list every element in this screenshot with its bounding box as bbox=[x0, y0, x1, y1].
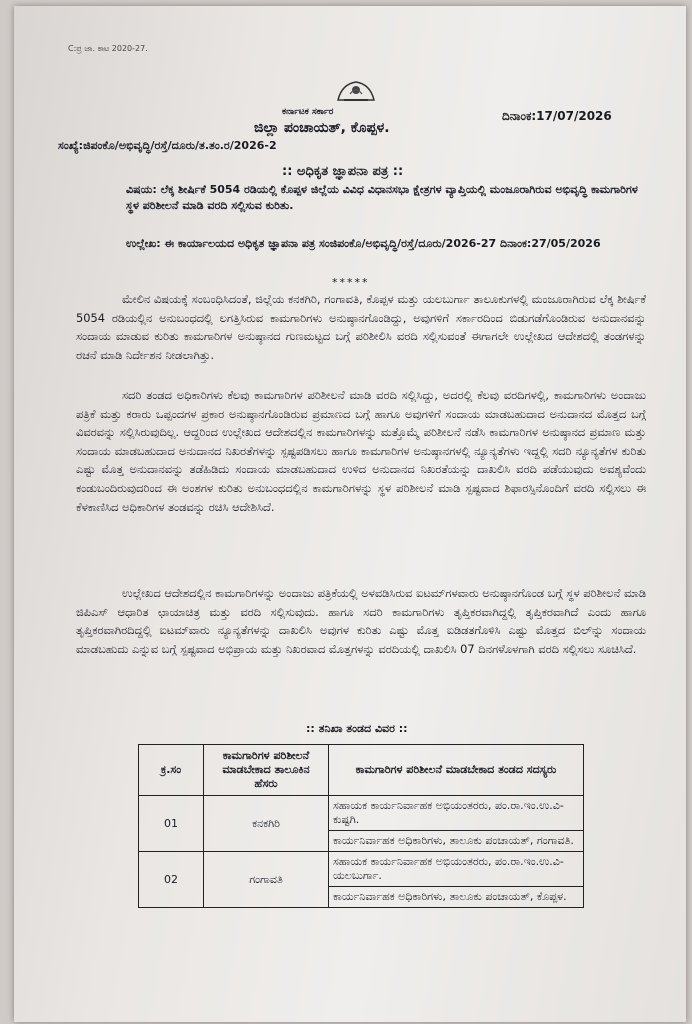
document-title: :: ಅಧಿಕೃತ ಜ್ಞಾಪನಾ ಪತ್ರ :: bbox=[282, 164, 404, 179]
team-member: ಸಹಾಯಕ ಕಾರ್ಯನಿರ್ವಾಹಕ ಅಭಿಯಂತರರು, ಪಂ.ರಾ.ಇಂ.ಉ.ವಿ- ಕುಷ್ಟಗಿ. bbox=[333, 799, 564, 826]
row-members bbox=[329, 852, 584, 908]
table-header-row bbox=[139, 745, 584, 796]
table-row bbox=[139, 852, 584, 908]
office-name: ಜಿಲ್ಲಾ ಪಂಚಾಯತ್, ಕೊಪ್ಪಳ. bbox=[254, 120, 390, 136]
subject-text: ಲೆಕ್ಕ ಶೀರ್ಷಿಕೆ 5054 ರಡಿಯಲ್ಲಿ ಕೊಪ್ಪಳ ಜಿಲ್ಲೆಯ ವಿವಿಧ ವಿಧಾನಸಭಾ ಕ್ಷೇತ್ರಗಳ ವ್ಯಾಪ್ತಿಯಲ್ಲಿ ಮಂಜೂರಾಗಿರುವ ಅಭಿವೃದ್ಧಿ ಕಾಮಗಾರಿಗಳ ಸ್ಥಳ ಪರಿಶೀಲನೆ ಮಾಡಿ ವರದಿ ಸಲ್ಲಿಸುವ ಕುರಿತು. bbox=[126, 183, 638, 212]
row-members bbox=[329, 796, 584, 852]
table-row bbox=[139, 796, 584, 852]
government-emblem-icon bbox=[334, 78, 378, 106]
separator: ***** bbox=[332, 276, 370, 289]
paragraph-1: ಮೇಲಿನ ವಿಷಯಕ್ಕೆ ಸಂಬಂಧಿಸಿದಂತೆ, ಜಿಲ್ಲೆಯ ಕನಕಗಿರಿ, ಗಂಗಾವತಿ, ಕೊಪ್ಪಳ ಮತ್ತು ಯಲಬುರ್ಗಾ ತಾಲೂಕುಗಳಲ್ಲಿ ಮಂಜೂರಾಗಿರುವ ಲೆಕ್ಕ ಶೀರ್ಷಿಕೆ 5054 ರಡಿಯಲ್ಲಿನ ಅನುಬಂಧದಲ್ಲಿ ಲಗತ್ತಿಸಿರುವ ಕಾಮಗಾರಿಗಳು ಅನುಷ್ಠಾನಗೊಂಡಿದ್ದು, ಅವುಗಳಿಗೆ ಸರ್ಕಾರದಿಂದ ಬಿಡುಗಡೆಗೊಂಡಿರುವ ಅನುದಾನವನ್ನು ಸಂದಾಯ ಮಾಡುವ ಕುರಿತು ಕಾಮಗಾರಿಗಳ ಅನುಷ್ಠಾನದ ಗುಣಮಟ್ಟದ ಬಗ್ಗೆ ಪರಿಶೀಲಿಸಿ ವರದಿ ಸಲ್ಲಿಸುವಂತೆ ಈಗಾಗಲೇ ಉಲ್ಲೇಖದ ಆದೇಶದಲ್ಲಿ ತಂಡಗಳನ್ನು ರಚನೆ ಮಾಡಿ ನಿರ್ದೇಶನ ನೀಡಲಾಗಿತ್ತು. bbox=[76, 292, 646, 362]
header-members: ಕಾಮಗಾರಿಗಳ ಪರಿಶೀಲನೆ ಮಾಡಬೇಕಾದ ತಂಡದ ಸದಸ್ಯರು bbox=[329, 745, 584, 796]
top-note: C:ಪ್ರ ಜಾ. ಕಾಟ 2020-27. bbox=[68, 44, 148, 53]
subject-block bbox=[126, 182, 646, 214]
header-taluk: ಕಾಮಗಾರಿಗಳ ಪರಿಶೀಲನೆ ಮಾಡಬೇಕಾದ ತಾಲೂಕಿನ ಹೆಸರು bbox=[204, 745, 329, 796]
letter-date: ದಿನಾಂಕ:17/07/2026 bbox=[502, 109, 612, 123]
row-serial: 02 bbox=[139, 852, 204, 908]
row-taluk: ಕನಕಗಿರಿ bbox=[204, 796, 329, 852]
reference-text: ಈ ಕಾರ್ಯಾಲಯದ ಅಧಿಕೃತ ಜ್ಞಾಪನಾ ಪತ್ರ ಸಂಜಿಪಂಕೊ/ಅಭಿವೃದ್ಧಿ/ರಸ್ತೆ/ದೂರು/2026-27 ದಿನಾಂಕ:27/05/2026 bbox=[164, 237, 601, 250]
team-table bbox=[138, 744, 584, 908]
reference-label: ಉಲ್ಲೇಖ: bbox=[126, 237, 161, 250]
row-serial: 01 bbox=[139, 796, 204, 852]
header-serial: ಕ್ರ.ಸಂ bbox=[139, 745, 204, 796]
subject-label: ವಿಷಯ: bbox=[126, 183, 157, 196]
table-title: :: ತನಿಖಾ ತಂಡದ ವಿವರ :: bbox=[306, 722, 408, 735]
reference-block bbox=[126, 236, 646, 252]
government-name: ಕರ್ನಾಟಕ ಸರ್ಕಾರ bbox=[282, 107, 334, 117]
document-page bbox=[14, 6, 686, 1022]
team-member: ಕಾರ್ಯನಿರ್ವಾಹಕ ಅಧಿಕಾರಿಗಳು, ತಾಲೂಕು ಪಂಚಾಯತ್, ಕೊಪ್ಪಳ. bbox=[329, 886, 583, 907]
team-member: ಸಹಾಯಕ ಕಾರ್ಯನಿರ್ವಾಹಕ ಅಭಿಯಂತರರು, ಪಂ.ರಾ.ಇಂ.ಉ.ವಿ- ಯಲಬುರ್ಗಾ. bbox=[333, 855, 564, 882]
reference-number: ಸಂಖ್ಯೆ:ಜಿಪಂಕೊ/ಅಭಿವೃದ್ಧಿ/ರಸ್ತೆ/ದೂರು/ತ.ತಂ.ರ/2026-2 bbox=[58, 139, 277, 152]
team-member: ಕಾರ್ಯನಿರ್ವಾಹಕ ಅಧಿಕಾರಿಗಳು, ತಾಲೂಕು ಪಂಚಾಯತ್, ಗಂಗಾವತಿ. bbox=[329, 830, 583, 851]
paragraph-2: ಸದರಿ ತಂಡದ ಅಧಿಕಾರಿಗಳು ಕೆಲವು ಕಾಮಗಾರಿಗಳ ಪರಿಶೀಲನೆ ಮಾಡಿ ವರದಿ ಸಲ್ಲಿಸಿದ್ದು, ಅದರಲ್ಲಿ ಕೆಲವು ವರದಿಗಳಲ್ಲಿ, ಕಾಮಗಾರಿಗಳು ಅಂದಾಜು ಪತ್ರಿಕೆ ಮತ್ತು ಕರಾರು ಒಪ್ಪಂದಗಳ ಪ್ರಕಾರ ಅನುಷ್ಠಾನಗೊಂಡಿರುವ ಪ್ರಮಾಣದ ಬಗ್ಗೆ ಹಾಗೂ ಅವುಗಳಿಗೆ ಸಂದಾಯ ಮಾಡಬಹುದಾದ ಅನುದಾನದ ಮೊತ್ತದ ಬಗ್ಗೆ ವಿವರವನ್ನು ಸಲ್ಲಿಸಿರುವುದಿಲ್ಲ. ಆದ್ದರಿಂದ ಉಲ್ಲೇಖದ ಆದೇಶದಲ್ಲಿನ ಕಾಮಗಾರಿಗಳನ್ನು ಮತ್ತೊಮ್ಮೆ ಪರಿಶೀಲನೆ ನಡೆಸಿ ಕಾಮಗಾರಿಗಳ ಅನುಷ್ಠಾನದ ಪ್ರಮಾಣ ಮತ್ತು ಸಂದಾಯ ಮಾಡಬಹುದಾದ ಅನುದಾನದ ನಿಖರತೆಗಳನ್ನು ಸ್ಪಷ್ಟಪಡಿಸಲು ಹಾಗೂ ಕಾಮಗಾರಿಗಳ ಅನುಷ್ಠಾನಗಳಲ್ಲಿ ನ್ಯೂನ್ಯತೆಗಳು ಇದ್ದಲ್ಲಿ ಸದರಿ ನ್ಯೂನ್ಯತೆಗಳ ಕುರಿತು ಎಷ್ಟು ಮೊತ್ತ ಅನುದಾನವನ್ನು ತಡೆಹಿಡಿದು ಸಂದಾಯ ಮಾಡಬಹುದಾದ ಉಳಿದ ಅನುದಾನದ ನಿಖರತೆಯನ್ನು ದಾಖಲಿಸಿ ವರದಿ ಪಡೆಯುವುದು ಅವಶ್ಯವೆಂದು ಕಂಡುಬಂದಿರುವುದರಿಂದ ಈ ಅಂಶಗಳ ಕುರಿತು ಅನುಬಂಧದಲ್ಲಿನ ಕಾಮಗಾರಿಗಳನ್ನು ಸ್ಥಳ ಪರಿಶೀಲನೆ ಮಾಡಿ ಸ್ಪಷ್ಟವಾದ ಶಿಫಾರಸ್ಸಿನೊಂದಿಗೆ ವರದಿ ಸಲ್ಲಿಸಲು ಈ ಕೆಳಕಾಣಿಸಿದ ಅಧಿಕಾರಿಗಳ ತಂಡವನ್ನು ರಚಿಸಿ ಆದೇಶಿಸಿದೆ. bbox=[76, 388, 646, 514]
row-taluk: ಗಂಗಾವತಿ bbox=[204, 852, 329, 908]
paragraph-3: ಉಲ್ಲೇಖದ ಆದೇಶದಲ್ಲಿನ ಕಾಮಗಾರಿಗಳನ್ನು ಅಂದಾಜು ಪತ್ರಿಕೆಯಲ್ಲಿ ಅಳವಡಿಸಿರುವ ಐಟಮ್‌ಗಳವಾರು ಅನುಷ್ಠಾನಗೊಂಡ ಬಗ್ಗೆ ಸ್ಥಳ ಪರಿಶೀಲನೆ ಮಾಡಿ ಜಿಪಿಎಸ್ ಆಧಾರಿತ ಛಾಯಾಚಿತ್ರ ಮತ್ತು ವರದಿ ಸಲ್ಲಿಸುವುದು. ಹಾಗೂ ಸದರಿ ಕಾಮಗಾರಿಗಳು ತೃಪ್ತಿಕರವಾಗಿದ್ದಲ್ಲಿ ತೃಪ್ತಿಕರವಾಗಿದೆ ಎಂದು ಹಾಗೂ ತೃಪ್ತಿಕರವಾಗಿರದಿದ್ದಲ್ಲಿ ಐಟಮ್‌ವಾರು ನ್ಯೂನ್ಯತೆಗಳನ್ನು ದಾಖಲಿಸಿ ಅವುಗಳ ಕುರಿತು ಎಷ್ಟು ಮೊತ್ತ ಐಡಿಡತಗೊಳಿಸಿ ಎಷ್ಟು ಮೊತ್ತದ ಬಿಲ್‌ನ್ನು ಸಂದಾಯ ಮಾಡಬಹುದು ಎನ್ನುವ ಬಗ್ಗೆ ಸ್ಪಷ್ಟವಾದ ಅಭಿಪ್ರಾಯ ಮತ್ತು ನಿಖರವಾದ ಮೊತ್ತಗಳನ್ನು ವರದಿಯಲ್ಲಿ ದಾಖಲಿಸಿ 07 ದಿನಗಳೊಳಗಾಗಿ ವರದಿ ಸಲ್ಲಿಸಲು ಸೂಚಿಸಿದೆ. bbox=[76, 586, 646, 656]
